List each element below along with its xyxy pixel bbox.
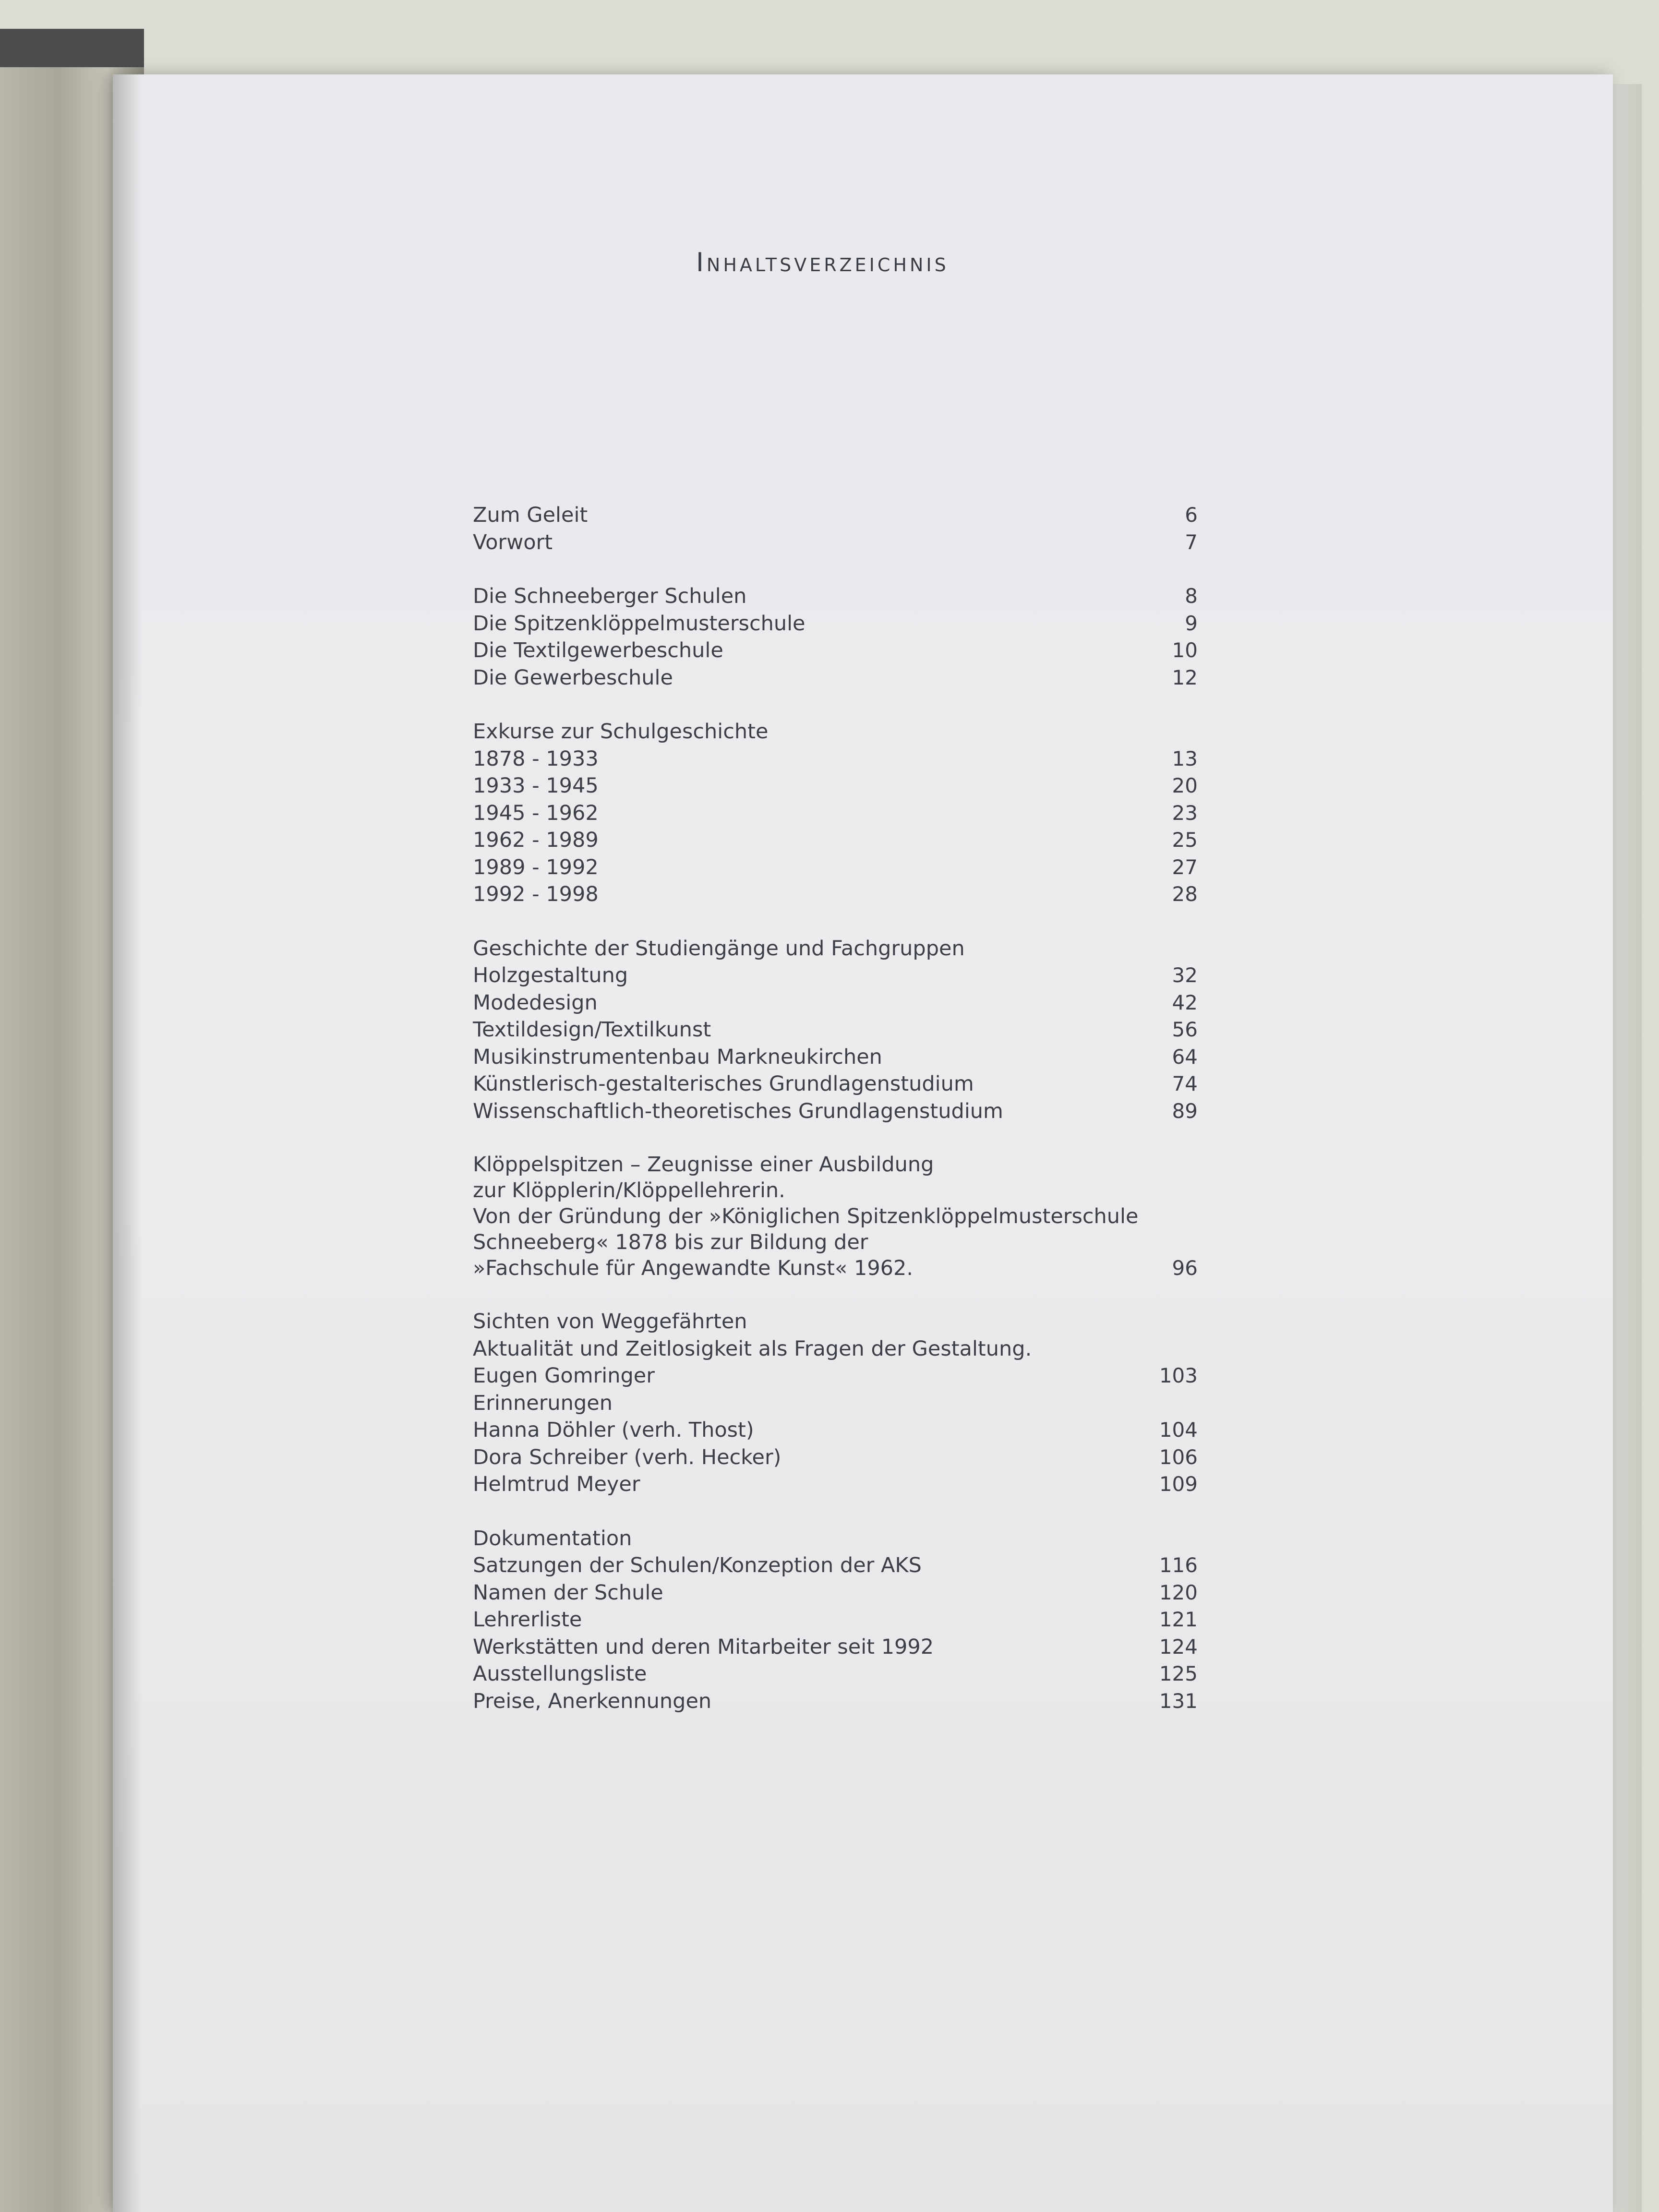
- toc-entry-title: Hanna Döhler (verh. Thost): [473, 1418, 754, 1442]
- toc-entry: [473, 1335, 1198, 1363]
- toc-entry-title: Schneeberg« 1878 bis zur Bildung der: [473, 1230, 868, 1254]
- toc-entry-title: Preise, Anerkennungen: [473, 1689, 712, 1713]
- toc-entry: [473, 1070, 1198, 1098]
- toc-entry-title: 1992 - 1998: [473, 882, 599, 906]
- toc-entry: [473, 718, 1198, 745]
- toc-section: [473, 1308, 1198, 1498]
- toc-entry-page-number: 23: [1172, 801, 1198, 825]
- toc-entry-title: 1945 - 1962: [473, 801, 599, 825]
- toc-entry-page-number: 96: [1172, 1256, 1198, 1280]
- toc-entry: [473, 881, 1198, 908]
- toc-entry-title: 1962 - 1989: [473, 828, 599, 852]
- toc-entry: [473, 610, 1198, 637]
- toc-entry: [473, 529, 1198, 556]
- toc-entry-page-number: 56: [1172, 1018, 1198, 1041]
- toc-entry-page-number: 12: [1172, 665, 1198, 689]
- toc-entry-title: Satzungen der Schulen/Konzeption der AKS: [473, 1553, 922, 1577]
- toc-entry-title: Helmtrud Meyer: [473, 1472, 640, 1496]
- toc-entry-page-number: 28: [1172, 882, 1198, 906]
- toc-entry: [473, 1362, 1198, 1390]
- toc-entry-title: 1878 - 1933: [473, 746, 599, 771]
- toc-entry: [473, 935, 1198, 962]
- toc-entry: [473, 1660, 1198, 1688]
- toc-entry: [473, 1016, 1198, 1044]
- toc-entry-page-number: 25: [1172, 828, 1198, 852]
- toc-entry: [473, 1634, 1198, 1661]
- toc-entry-page-number: 116: [1159, 1553, 1198, 1577]
- toc-entry: [473, 1444, 1198, 1471]
- toc-entry-page-number: 120: [1159, 1580, 1198, 1604]
- toc-entry-title: Erinnerungen: [473, 1391, 613, 1415]
- toc-entry-page-number: 64: [1172, 1045, 1198, 1069]
- table-of-contents: [473, 502, 1198, 1742]
- toc-entry-page-number: 32: [1172, 963, 1198, 987]
- toc-section: [473, 1152, 1198, 1281]
- toc-entry-title: Dora Schreiber (verh. Hecker): [473, 1445, 781, 1469]
- toc-entry-title: Klöppelspitzen – Zeugnisse einer Ausbildung: [473, 1153, 934, 1177]
- toc-entry-page-number: 20: [1172, 774, 1198, 797]
- toc-entry-page-number: 124: [1159, 1635, 1198, 1659]
- toc-entry: [473, 637, 1198, 664]
- toc-entry: [473, 1044, 1198, 1071]
- toc-entry: [473, 664, 1198, 692]
- toc-entry-page-number: 7: [1185, 530, 1198, 554]
- toc-entry-title: Eugen Gomringer: [473, 1364, 655, 1388]
- toc-entry-page-number: 10: [1172, 638, 1198, 662]
- toc-entry-title: 1933 - 1945: [473, 774, 599, 798]
- toc-entry-title: »Fachschule für Angewandte Kunst« 1962.: [473, 1256, 914, 1280]
- toc-entry-page-number: 27: [1172, 855, 1198, 879]
- toc-entry-title: Von der Gründung der »Königlichen Spitzenklöppelmusterschule: [473, 1204, 1139, 1228]
- toc-entry-page-number: 74: [1172, 1072, 1198, 1095]
- toc-entry-page-number: 104: [1159, 1418, 1198, 1442]
- toc-entry-page-number: 103: [1159, 1364, 1198, 1387]
- toc-entry-title: Werkstätten und deren Mitarbeiter seit 1992: [473, 1635, 934, 1659]
- toc-entry-title: Die Gewerbeschule: [473, 665, 673, 690]
- page-edge: [1608, 84, 1642, 2212]
- toc-entry-title: Ausstellungsliste: [473, 1662, 647, 1686]
- toc-entry: [473, 1308, 1198, 1335]
- toc-entry-title: Lehrerliste: [473, 1608, 582, 1632]
- toc-entry-title: Musikinstrumentenbau Markneukirchen: [473, 1045, 882, 1069]
- toc-entry-title: Aktualität und Zeitlosigkeit als Fragen der Gestaltung.: [473, 1336, 1032, 1361]
- toc-entry-title: Die Spitzenklöppelmusterschule: [473, 611, 805, 636]
- toc-entry-title: Vorwort: [473, 530, 553, 554]
- toc-entry-title: Dokumentation: [473, 1526, 632, 1551]
- spine-shadow: [113, 74, 142, 2212]
- toc-entry: [473, 502, 1198, 529]
- toc-entry: [473, 962, 1198, 989]
- toc-entry: [473, 772, 1198, 800]
- book-cover-corner: [0, 29, 144, 67]
- toc-entry: [473, 1417, 1198, 1444]
- toc-entry-title: Wissenschaftlich-theoretisches Grundlagenstudium: [473, 1099, 1003, 1123]
- toc-entry: [473, 1525, 1198, 1552]
- toc-entry-title: Textildesign/Textilkunst: [473, 1018, 711, 1042]
- toc-entry-page-number: 6: [1185, 503, 1198, 527]
- toc-entry-title: Künstlerisch-gestalterisches Grundlagenstudium: [473, 1072, 974, 1096]
- toc-section: [473, 718, 1198, 908]
- toc-entry: [473, 1255, 1198, 1281]
- toc-entry: [473, 1203, 1198, 1229]
- toc-entry-page-number: 109: [1159, 1472, 1198, 1496]
- toc-section: [473, 583, 1198, 691]
- toc-entry-title: Holzgestaltung: [473, 963, 628, 987]
- toc-entry-page-number: 42: [1172, 990, 1198, 1014]
- toc-section: [473, 502, 1198, 556]
- toc-section: [473, 1525, 1198, 1715]
- toc-entry: [473, 1229, 1198, 1255]
- toc-entry: [473, 1606, 1198, 1634]
- toc-entry-title: Die Textilgewerbeschule: [473, 638, 723, 662]
- toc-entry-page-number: 121: [1159, 1608, 1198, 1631]
- toc-entry: [473, 989, 1198, 1017]
- toc-section: [473, 935, 1198, 1125]
- page-title: Inhaltsverzeichnis: [696, 247, 949, 277]
- toc-entry: [473, 1098, 1198, 1125]
- toc-entry: [473, 583, 1198, 610]
- toc-entry: [473, 745, 1198, 773]
- toc-entry-page-number: 125: [1159, 1662, 1198, 1685]
- toc-entry: [473, 1688, 1198, 1715]
- toc-entry-title: Namen der Schule: [473, 1580, 663, 1605]
- toc-entry-title: Modedesign: [473, 990, 598, 1015]
- toc-entry-title: zur Klöpplerin/Klöppellehrerin.: [473, 1178, 785, 1202]
- toc-entry: [473, 1579, 1198, 1607]
- toc-entry-title: Zum Geleit: [473, 503, 588, 527]
- toc-entry: [473, 800, 1198, 827]
- toc-entry-title: 1989 - 1992: [473, 855, 599, 879]
- toc-entry-title: Sichten von Weggefährten: [473, 1310, 747, 1334]
- toc-entry: [473, 854, 1198, 881]
- toc-entry-page-number: 106: [1159, 1445, 1198, 1469]
- toc-entry: [473, 1178, 1198, 1203]
- toc-entry: [473, 1552, 1198, 1579]
- toc-entry-title: Die Schneeberger Schulen: [473, 584, 747, 608]
- toc-entry: [473, 1471, 1198, 1498]
- toc-entry: [473, 1390, 1198, 1417]
- toc-entry-title: Exkurse zur Schulgeschichte: [473, 720, 769, 744]
- toc-entry-page-number: 8: [1185, 584, 1198, 608]
- toc-entry-page-number: 9: [1185, 611, 1198, 635]
- toc-entry-page-number: 131: [1159, 1689, 1198, 1713]
- toc-entry-title: Geschichte der Studiengänge und Fachgruppen: [473, 936, 965, 961]
- toc-entry-page-number: 13: [1172, 746, 1198, 770]
- toc-entry-page-number: 89: [1172, 1099, 1198, 1123]
- toc-entry: [473, 827, 1198, 854]
- toc-entry: [473, 1152, 1198, 1178]
